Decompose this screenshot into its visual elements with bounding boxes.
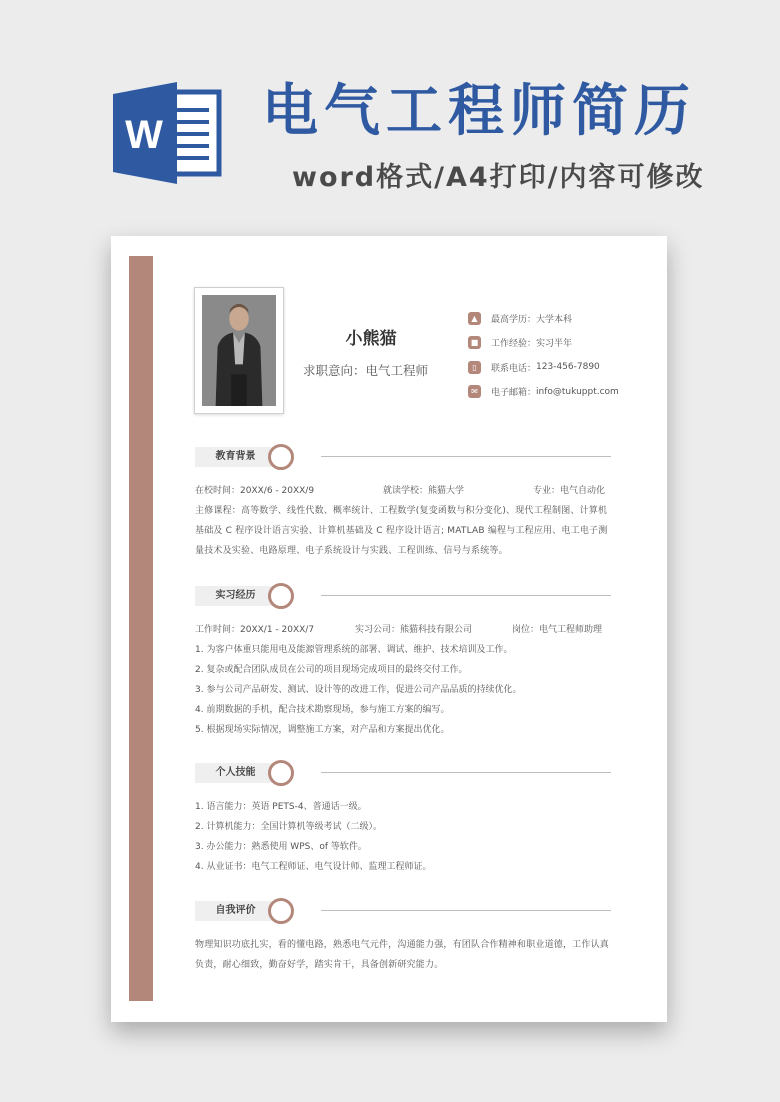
info-item-education (468, 306, 658, 331)
list-item: 4. 前期数据的手机，配合技术勘察现场，参与施工方案的编写。 (195, 705, 450, 715)
internship-meta (195, 620, 615, 640)
section-evaluation (195, 897, 615, 975)
section-divider (321, 910, 611, 911)
list-item: 3. 办公能力：熟悉使用 WPS、of 等软件。 (195, 842, 367, 852)
info-value: 123-456-7890 (536, 362, 600, 373)
profile-photo-frame (194, 287, 284, 414)
info-value: 实习半年 (536, 339, 573, 350)
job-intent (303, 362, 443, 380)
job-intent-label: 求职意向： (303, 363, 366, 378)
accent-side-bar (129, 256, 153, 1001)
info-item-email (468, 380, 658, 405)
section-title: 教育背景 (195, 447, 290, 467)
info-label: 最高学历： (491, 314, 537, 325)
list-item: 1. 语言能力：英语 PETS-4、普通话一级。 (195, 802, 367, 812)
briefcase-icon: ■ (468, 336, 481, 349)
section-header (195, 582, 615, 610)
list-item: 3. 参与公司产品研发、测试、设计等的改进工作，促进公司产品品质的持续优化。 (195, 685, 522, 695)
section-circle-icon (268, 583, 294, 609)
info-label: 联系电话： (491, 363, 537, 374)
resume-paper (111, 236, 667, 1022)
section-internship (195, 582, 615, 740)
education-courses: 主修课程：高等数学、线性代数、概率统计、工程数学(复变函数与积分变化)、现代工程制图、计算机基础及 C 程序设计语言实验、计算机基础及 C 程序设计语言; MATLAB 编程与工程应用、电工电子测量技术及实验、电路原理、电子系统设计与实践、工程训练、信号与系统等。 (195, 506, 608, 556)
section-body (195, 797, 615, 877)
job-intent-value: 电气工程师 (365, 363, 429, 378)
section-education (195, 443, 615, 561)
section-body (195, 935, 615, 975)
internship-company: 实习公司：熊猫科技有限公司 (355, 625, 473, 635)
section-divider (321, 456, 611, 457)
section-circle-icon (268, 898, 294, 924)
page-title: 电气工程师简历 (262, 79, 696, 144)
education-meta (195, 481, 615, 501)
page-subtitle: word格式/A4打印/内容可修改 (292, 162, 705, 193)
section-divider (321, 595, 611, 596)
info-item-phone (468, 355, 658, 380)
section-header (195, 897, 615, 925)
mail-icon: ✉ (468, 385, 481, 398)
section-divider (321, 772, 611, 773)
education-period: 在校时间：20XX/6 - 20XX/9 (195, 486, 315, 496)
section-title: 自我评价 (195, 901, 290, 921)
info-label: 工作经验： (491, 339, 537, 350)
internship-position: 岗位：电气工程师助理 (512, 625, 603, 635)
section-circle-icon (268, 760, 294, 786)
word-logo-letter: W (125, 113, 163, 157)
education-school: 就读学校：熊猫大学 (383, 486, 465, 496)
internship-period: 工作时间：20XX/1 - 20XX/7 (195, 625, 315, 635)
phone-icon: ▯ (468, 361, 481, 374)
candidate-name: 小熊猫 (345, 329, 397, 349)
person-photo (202, 295, 276, 406)
word-document-icon (113, 82, 223, 184)
info-item-experience (468, 331, 658, 356)
list-item: 5. 根据现场实际情况，调整施工方案，对产品和方案提出优化。 (195, 725, 450, 735)
section-body (195, 620, 615, 740)
education-major: 专业：电气自动化 (533, 486, 606, 496)
list-item: 2. 复杂或配合团队成员在公司的项目现场完成项目的最终交付工作。 (195, 665, 468, 675)
section-skills (195, 759, 615, 877)
section-circle-icon (268, 444, 294, 470)
evaluation-text: 物理知识功底扎实，看的懂电路，熟悉电气元件，沟通能力强，有团队合作精神和职业道德，工作认真负责，耐心细致，勤奋好学，踏实肯干，具备创新研究能力。 (195, 940, 610, 970)
section-header (195, 443, 615, 471)
list-item: 1. 为客户体重只能用电及能源管理系统的部署、调试、维护、技术培训及工作。 (195, 645, 513, 655)
graduation-icon: ▲ (468, 312, 481, 325)
section-title: 实习经历 (195, 586, 290, 606)
info-value: 大学本科 (536, 314, 573, 325)
list-item: 2. 计算机能力：全国计算机等级考试（二级）。 (195, 822, 382, 832)
info-label: 电子邮箱： (491, 388, 537, 399)
section-body (195, 481, 615, 561)
section-title: 个人技能 (195, 763, 290, 783)
contact-info-list (468, 306, 658, 404)
section-header (195, 759, 615, 787)
info-value: info@tukuppt.com (536, 386, 619, 397)
list-item: 4. 从业证书：电气工程师证、电气设计师、监理工程师证。 (195, 862, 432, 872)
